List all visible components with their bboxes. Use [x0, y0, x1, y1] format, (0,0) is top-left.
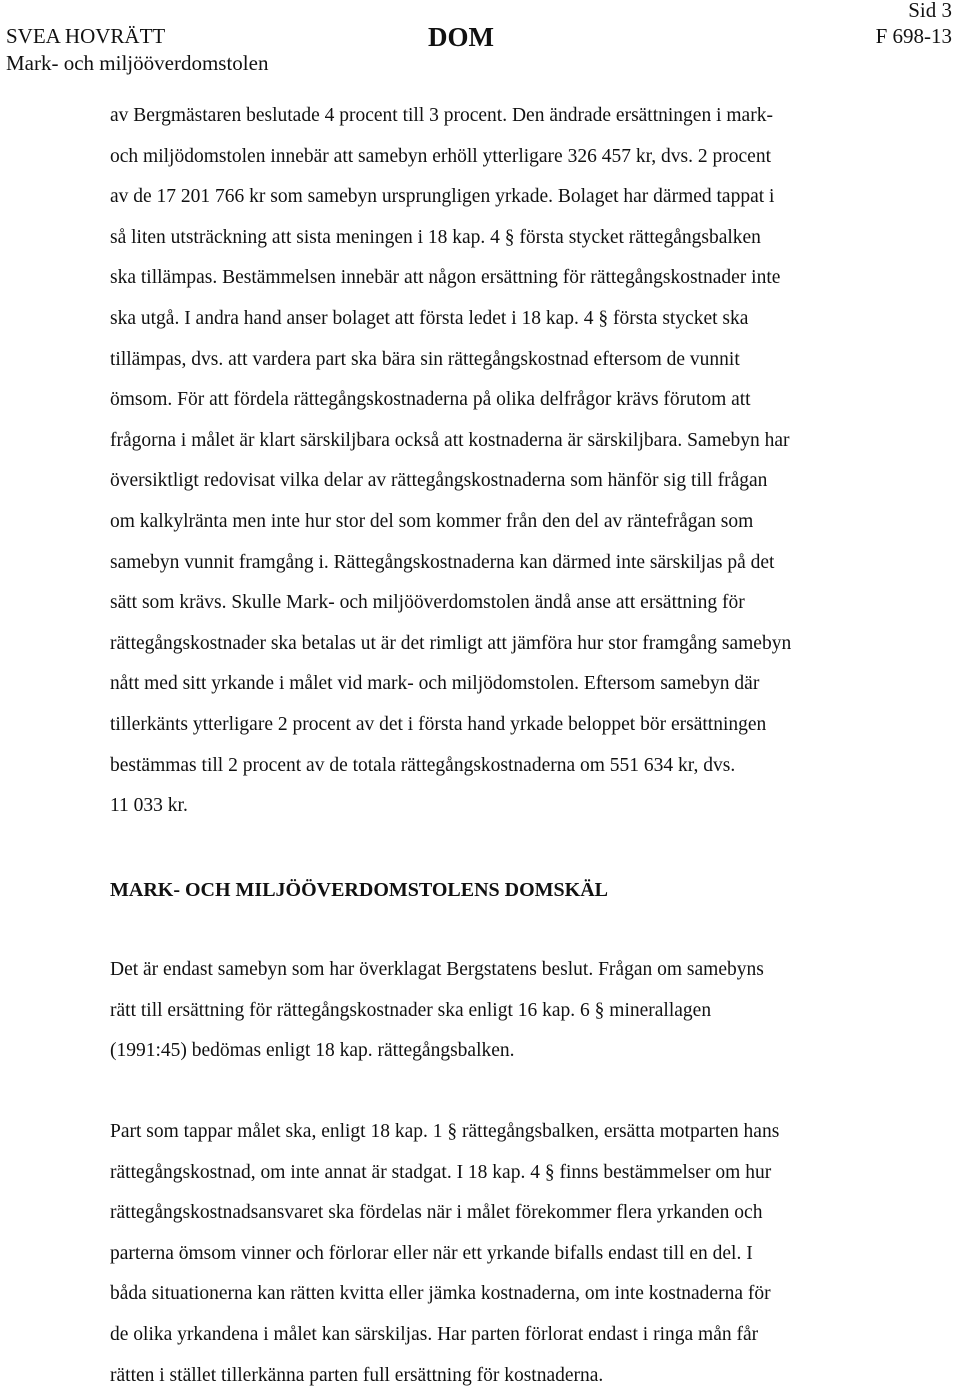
section-heading: MARK- OCH MILJÖÖVERDOMSTOLENS DOMSKÄL [110, 879, 608, 901]
text-line: samebyn vunnit framgång i. Rättegångskostnaderna kan därmed inte särskiljas på det [110, 551, 775, 573]
text-line: tillämpas, dvs. att vardera part ska bära sin rättegångskostnad eftersom de vunnit [110, 348, 740, 370]
paragraph-appeal [110, 950, 940, 1072]
paragraph-parties-arguments [110, 96, 940, 827]
text-line: och miljödomstolen innebär att samebyn erhöll ytterligare 326 457 kr, dvs. 2 procent [110, 145, 771, 167]
text-line: båda situationerna kan rätten kvitta eller jämka kostnaderna, om inte kostnaderna för [110, 1283, 771, 1305]
text-line: rätt till ersättning för rättegångskostnader ska enligt 16 kap. 6 § minerallagen [110, 999, 712, 1021]
text-line: rättegångskostnadsansvaret ska fördelas när i målet förekommer flera yrkanden och [110, 1202, 763, 1224]
case-number: F 698-13 [875, 24, 952, 48]
text-line: sätt som krävs. Skulle Mark- och miljööverdomstolen ändå anse att ersättning för [110, 592, 745, 614]
text-line: rättegångskostnader ska betalas ut är det rimligt att jämföra hur stor framgång samebyn [110, 632, 792, 654]
text-line: tillerkänts ytterligare 2 procent av det i första hand yrkade beloppet bör ersättningen [110, 713, 767, 735]
text-line: av de 17 201 766 kr som samebyn ursprungligen yrkade. Bolaget har därmed tappat i [110, 186, 775, 208]
text-line: Part som tappar målet ska, enligt 18 kap. 1 § rättegångsbalken, ersätta motparten hans [110, 1121, 780, 1142]
court-name: SVEA HOVRÄTT [6, 24, 166, 48]
text-line: översiktligt redovisat vilka delar av rättegångskostnaderna som hänför sig till frågan [110, 470, 768, 492]
text-line: rättegångskostnad, om inte annat är stadgat. I 18 kap. 4 § finns bestämmelser om hur [110, 1161, 772, 1183]
text-line: rätten i stället tillerkänna parten full ersättning för kostnaderna. [110, 1364, 604, 1386]
paragraph-cost-rules [110, 1112, 940, 1396]
text-line: parterna ömsom vinner och förlorar eller när ett yrkande bifalls endast till en del. I [110, 1242, 753, 1264]
department-name: Mark- och miljööverdomstolen [6, 51, 269, 75]
text-line: 11 033 kr. [110, 795, 188, 817]
text-line: ömsom. För att fördela rättegångskostnaderna på olika delfrågor krävs förutom att [110, 389, 751, 411]
text-line: de olika yrkandena i målet kan särskiljas. Har parten förlorat endast i ringa mån får [110, 1323, 759, 1345]
text-line: (1991:45) bedömas enligt 18 kap. rättegångsbalken. [110, 1040, 515, 1062]
text-line: nått med sitt yrkande i målet vid mark- och miljödomstolen. Eftersom samebyn där [110, 673, 760, 695]
text-line: ska utgå. I andra hand anser bolaget att första ledet i 18 kap. 4 § första stycket ska [110, 307, 749, 329]
text-line: frågorna i målet är klart särskiljbara också att kostnaderna är särskiljbara. Samebyn har [110, 429, 790, 451]
text-line: så liten utsträckning att sista meningen i 18 kap. 4 § första stycket rättegångsbalken [110, 226, 761, 248]
text-line: Det är endast samebyn som har överklagat Bergstatens beslut. Frågan om samebyns [110, 959, 764, 980]
text-line: om kalkylränta men inte hur stor del som kommer från den del av räntefrågan som [110, 510, 754, 532]
text-line: ska tillämpas. Bestämmelsen innebär att någon ersättning för rättegångskostnader inte [110, 267, 781, 289]
text-line: av Bergmästaren beslutade 4 procent till 3 procent. Den ändrade ersättningen i mark- [110, 105, 773, 126]
text-line: bestämmas till 2 procent av de totala rättegångskostnaderna om 551 634 kr, dvs. [110, 754, 736, 776]
page-number: Sid 3 [908, 0, 952, 22]
document-type: DOM [428, 22, 494, 52]
